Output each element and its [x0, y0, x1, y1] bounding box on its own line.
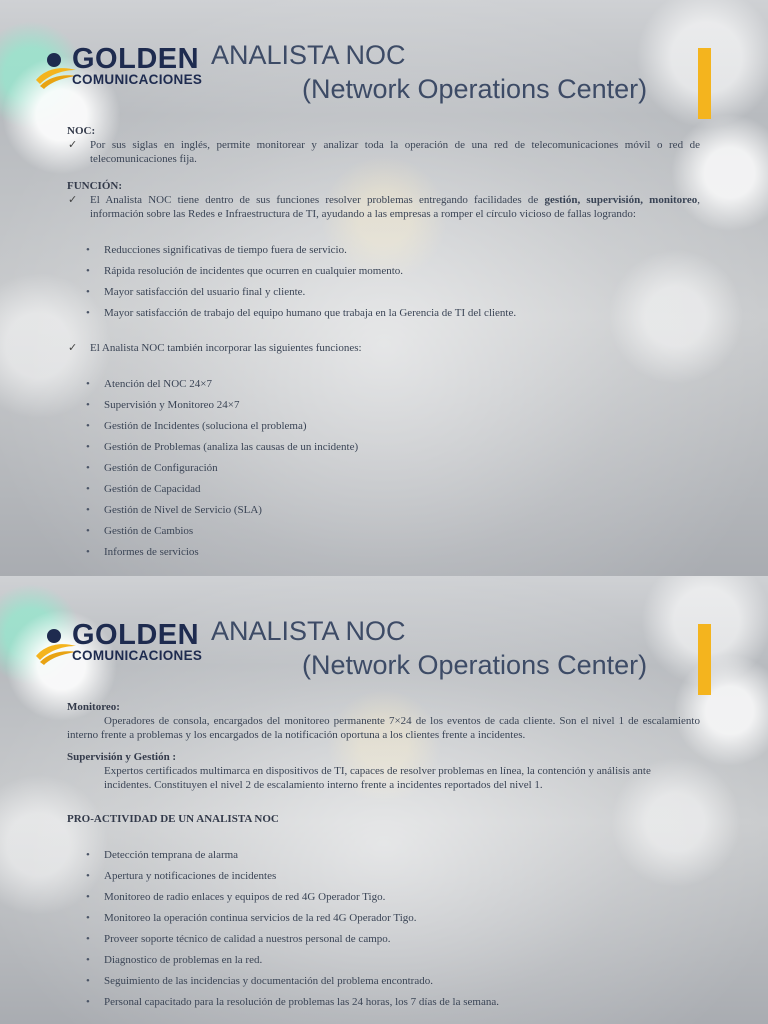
benefits-list: [67, 243, 700, 327]
list-item: [67, 953, 700, 974]
also-paragraph: [67, 341, 700, 355]
logo-subtitle: COMUNICACIONES: [72, 72, 203, 87]
list-item-text: Apertura y notificaciones de incidentes: [104, 870, 277, 882]
bullet-icon: •: [86, 870, 90, 882]
list-item: [67, 264, 700, 285]
bullet-icon: •: [86, 307, 90, 319]
list-item-text: Rápida resolución de incidentes que ocurren en cualquier momento.: [104, 265, 404, 277]
bullet-icon: •: [86, 420, 90, 432]
checkmark-icon: ✓: [68, 138, 78, 151]
noc-text: Por sus siglas en inglés, permite monitorear y analizar toda la operación de una red de telecomunicaciones móvil o red de telecomunicaciones fija.: [90, 139, 700, 165]
funcion-paragraph: [67, 193, 700, 221]
slide-2: [0, 576, 768, 1024]
funcion-heading: FUNCIÓN:: [67, 180, 122, 192]
golden-logo: [34, 44, 224, 94]
logo-wordmark: GOLDEN: [72, 619, 200, 651]
supervision-text: Expertos certificados multimarca en dispositivos de TI, capaces de resolver problemas en línea, la contención y análisis ante incidentes. Constituyen el nivel 2 de escalamiento interno frente a incidentes reportados del nivel 1.: [104, 765, 651, 791]
golden-logo: [34, 620, 224, 670]
list-item-text: Personal capacitado para la resolución de problemas las 24 horas, los 7 días de la semana.: [104, 996, 499, 1008]
bullet-icon: •: [86, 912, 90, 924]
list-item: [67, 545, 700, 566]
list-item-text: Atención del NOC 24×7: [104, 378, 212, 390]
bullet-icon: •: [86, 244, 90, 256]
list-item-text: Gestión de Incidentes (soluciona el problema): [104, 420, 307, 432]
funcion-text-post: , información sobre las Redes e Infraestructura de TI, ayudando a las empresas a romper el círculo vicioso de fallas logrando:: [90, 194, 700, 220]
list-item: [67, 869, 700, 890]
list-item: [67, 398, 700, 419]
funcion-text-pre: El Analista NOC tiene dentro de sus funciones resolver problemas entregando facilidades de: [90, 194, 545, 206]
functions-list: [67, 377, 700, 566]
list-item: [67, 524, 700, 545]
slide-title: ANALISTA NOC: [211, 616, 406, 646]
supervision-heading: Supervisión y Gestión :: [67, 751, 177, 763]
also-text: El Analista NOC también incorporar las siguientes funciones:: [90, 342, 362, 354]
bullet-icon: •: [86, 849, 90, 861]
bullet-icon: •: [86, 286, 90, 298]
list-item-text: Reducciones significativas de tiempo fuera de servicio.: [104, 244, 347, 256]
logo-wordmark: GOLDEN: [72, 43, 200, 75]
monitoreo-heading: Monitoreo:: [67, 701, 120, 713]
list-item-text: Supervisión y Monitoreo 24×7: [104, 399, 240, 411]
checkmark-icon: ✓: [68, 341, 78, 354]
checkmark-icon: ✓: [68, 193, 78, 206]
noc-paragraph: [67, 138, 700, 166]
list-item: [67, 419, 700, 440]
slide-2-body: [67, 700, 700, 1016]
list-item-text: Monitoreo de radio enlaces y equipos de red 4G Operador Tigo.: [104, 891, 386, 903]
bullet-icon: •: [86, 975, 90, 987]
list-item-text: Seguimiento de las incidencias y documentación del problema encontrado.: [104, 975, 433, 987]
logo-subtitle: COMUNICACIONES: [72, 648, 203, 663]
bullet-icon: •: [86, 933, 90, 945]
list-item-text: Gestión de Problemas (analiza las causas de un incidente): [104, 441, 359, 453]
list-item-text: Detección temprana de alarma: [104, 849, 239, 861]
funcion-text-bold: gestión, supervisión, monitoreo: [544, 194, 698, 206]
list-item: [67, 974, 700, 995]
list-item-text: Gestión de Nivel de Servicio (SLA): [104, 504, 262, 516]
list-item: [67, 377, 700, 398]
bullet-icon: •: [86, 378, 90, 390]
list-item-text: Proveer soporte técnico de calidad a nuestros personal de campo.: [104, 933, 391, 945]
list-item: [67, 503, 700, 524]
list-item-text: Informes de servicios: [104, 546, 199, 558]
bullet-icon: •: [86, 525, 90, 537]
accent-bar: [698, 48, 711, 119]
list-item: [67, 932, 700, 953]
bullet-icon: •: [86, 546, 90, 558]
list-item-text: Monitoreo la operación continua servicios de la red 4G Operador Tigo.: [104, 912, 417, 924]
list-item: [67, 848, 700, 869]
list-item: [67, 243, 700, 264]
list-item-text: Gestión de Configuración: [104, 462, 218, 474]
list-item: [67, 482, 700, 503]
list-item: [67, 440, 700, 461]
list-item-text: Mayor satisfacción del usuario final y cliente.: [104, 286, 306, 298]
noc-heading: NOC:: [67, 125, 96, 137]
bullet-icon: •: [86, 399, 90, 411]
bullet-icon: •: [86, 462, 90, 474]
list-item: [67, 995, 700, 1016]
list-item-text: Gestión de Capacidad: [104, 483, 201, 495]
list-item-text: Diagnostico de problemas en la red.: [104, 954, 263, 966]
slide-subtitle: (Network Operations Center): [302, 74, 648, 104]
list-item-text: Gestión de Cambios: [104, 525, 194, 537]
accent-bar: [698, 624, 711, 695]
bullet-icon: •: [86, 441, 90, 453]
bullet-icon: •: [86, 954, 90, 966]
bullet-icon: •: [86, 891, 90, 903]
bullet-icon: •: [86, 504, 90, 516]
list-item: [67, 890, 700, 911]
list-item: [67, 306, 700, 327]
bullet-icon: •: [86, 265, 90, 277]
slide-subtitle: (Network Operations Center): [302, 650, 648, 680]
proactividad-heading: PRO-ACTIVIDAD DE UN ANALISTA NOC: [67, 813, 279, 825]
monitoreo-text: Operadores de consola, encargados del monitoreo permanente 7×24 de los eventos de cada cliente. Son el nivel 1 de escalamiento interno frente a problemas y los encargados de la notificación oportuna a los clientes frente a incidentes.: [67, 715, 700, 741]
list-item: [67, 461, 700, 482]
proactividad-list: [67, 848, 700, 1016]
list-item-text: Mayor satisfacción de trabajo del equipo humano que trabaja en la Gerencia de TI del cliente.: [104, 307, 517, 319]
list-item: [67, 285, 700, 306]
list-item: [67, 911, 700, 932]
bullet-icon: •: [86, 996, 90, 1008]
bullet-icon: •: [86, 483, 90, 495]
slide-title: ANALISTA NOC: [211, 40, 406, 70]
slide-1-body: [67, 124, 700, 566]
